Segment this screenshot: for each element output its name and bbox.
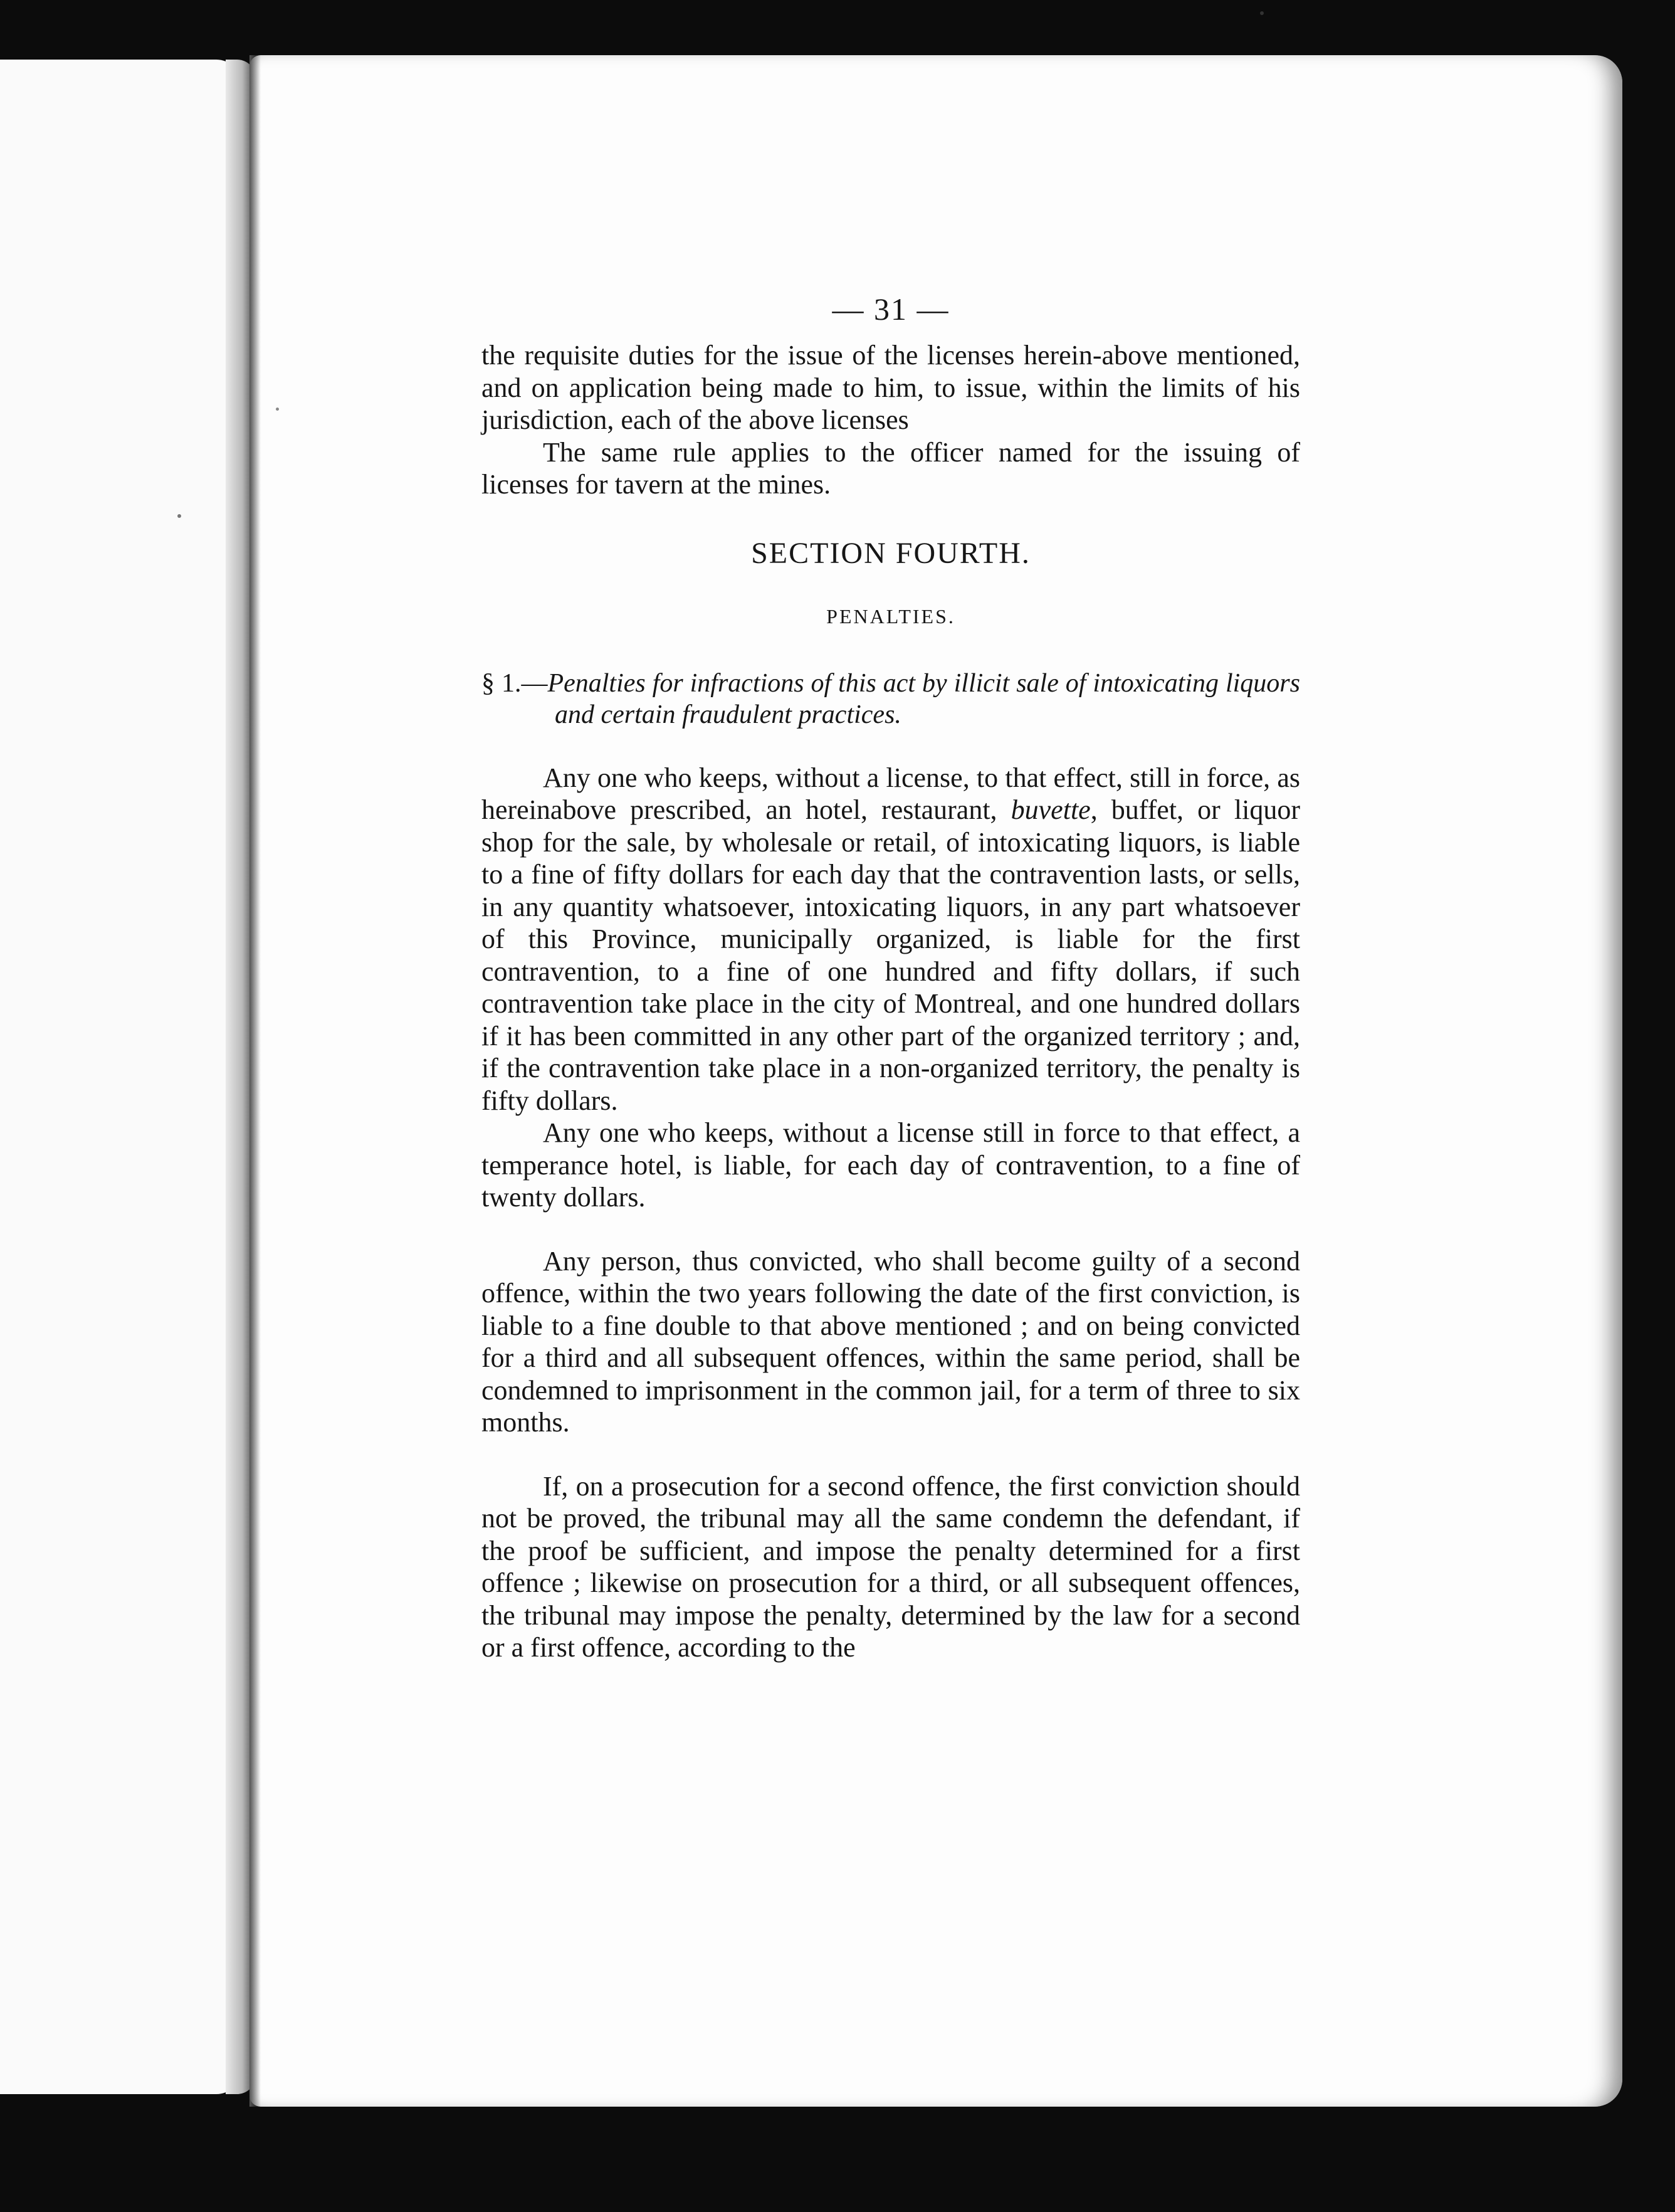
body-paragraph: Any one who keeps, without a license still in force to that effect, a temperance hotel, is liable, for each day of contravention, to a fine of twenty dollars. [481,1117,1300,1213]
article-heading [481,668,1300,730]
dust-speck [276,408,279,411]
facing-page [0,60,241,2094]
body-text: , buffet, or liquor shop for the sale, by wholesale or retail, of intoxicating liquors, is liable to a fine of fifty dollars for each day that the contravention lasts, or sells, in any quantity whatsoever, intoxicating liquors, in any part whatsoever of this Province, municipally organized, is liable for the first contravention, to a fine of one hundred and fifty dollars, if such contravention take place in the city of Montreal, and one hundred dollars if it has been committed in any other part of the organized territory ; and, if the contravention take place in a non-organized territory, the penalty is fifty dollars. [481,794,1300,1116]
subheading: PENALTIES. [826,604,955,628]
body-paragraph [481,762,1300,1117]
article-title: Penalties for infractions of this act by illicit sale of intoxicating liquors and certain fraudulent practices. [547,668,1300,729]
italic-term: buvette [1011,794,1091,825]
page-text [481,290,1300,1664]
body-paragraph: If, on a prosecution for a second offence, the first conviction should not be proved, the tribunal may all the same condemn the defendant, if the proof be sufficient, and impose the penalty determined for a first offence ; likewise on prosecution for a third, or all subsequent offences, the tribunal may impose the penalty, determined by the law for a second or a first offence, according to the [481,1470,1300,1663]
dust-speck [1260,11,1264,15]
article-number: § 1.— [481,668,548,698]
body-text: Any one who keeps, without a license, to that effect, still in force, as hereinabove prescribed, an hotel, restaurant, [481,762,1300,825]
body-paragraph: Any person, thus convicted, who shall become guilty of a second offence, within the two years following the date of the first conviction, is liable to a fine double to that above mentioned ; and on being convicted for a third and all subsequent offences, within the same period, shall be condemned to imprisonment in the common jail, for a term of three to six months. [481,1245,1300,1438]
intro-paragraph: the requisite duties for the issue of the licenses herein-above mentioned, and on application being made to him, to issue, within the limits of his jurisdiction, each of the above licenses [481,340,1300,435]
page-number: — 31 — [832,292,950,327]
section-title: SECTION FOURTH. [751,536,1031,570]
binding-shadow [249,55,261,2107]
dust-speck [177,514,181,518]
intro-paragraph: The same rule applies to the officer named for the issuing of licenses for tavern at the mines. [481,436,1300,500]
